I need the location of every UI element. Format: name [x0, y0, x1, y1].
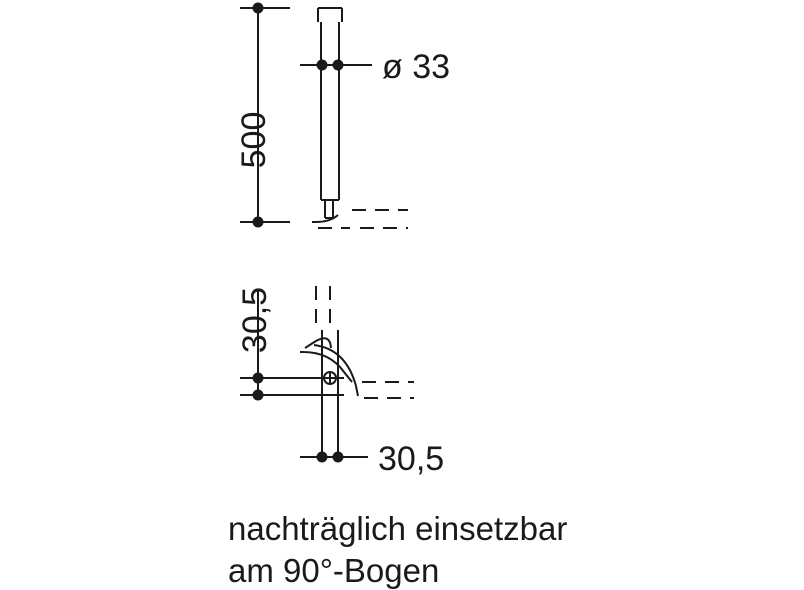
dimension-dot: [253, 3, 264, 14]
vertical-tube: [318, 8, 342, 218]
dimension-dot: [253, 217, 264, 228]
dimension-dot: [317, 60, 328, 71]
dimension-dot: [333, 60, 344, 71]
plan-dashed-verticals: [316, 286, 330, 330]
label-vertical-30-5: 30,5: [236, 286, 274, 354]
label-horizontal-30-5: 30,5: [378, 440, 445, 478]
dimension-dot: [333, 452, 344, 463]
dimension-dot: [317, 452, 328, 463]
label-vertical-500: 500: [235, 111, 273, 169]
plan-dashed-horizontals: [362, 382, 414, 398]
elbow-bend-outline: [300, 338, 358, 396]
dimension-30-5-horizontal-group: [300, 452, 368, 463]
caption-line-2: am 90°-Bogen: [228, 552, 440, 589]
caption-line-1: nachträglich einsetzbar: [228, 510, 568, 547]
diameter-marker-group: [300, 60, 372, 71]
label-diameter-33: ø 33: [382, 48, 451, 86]
